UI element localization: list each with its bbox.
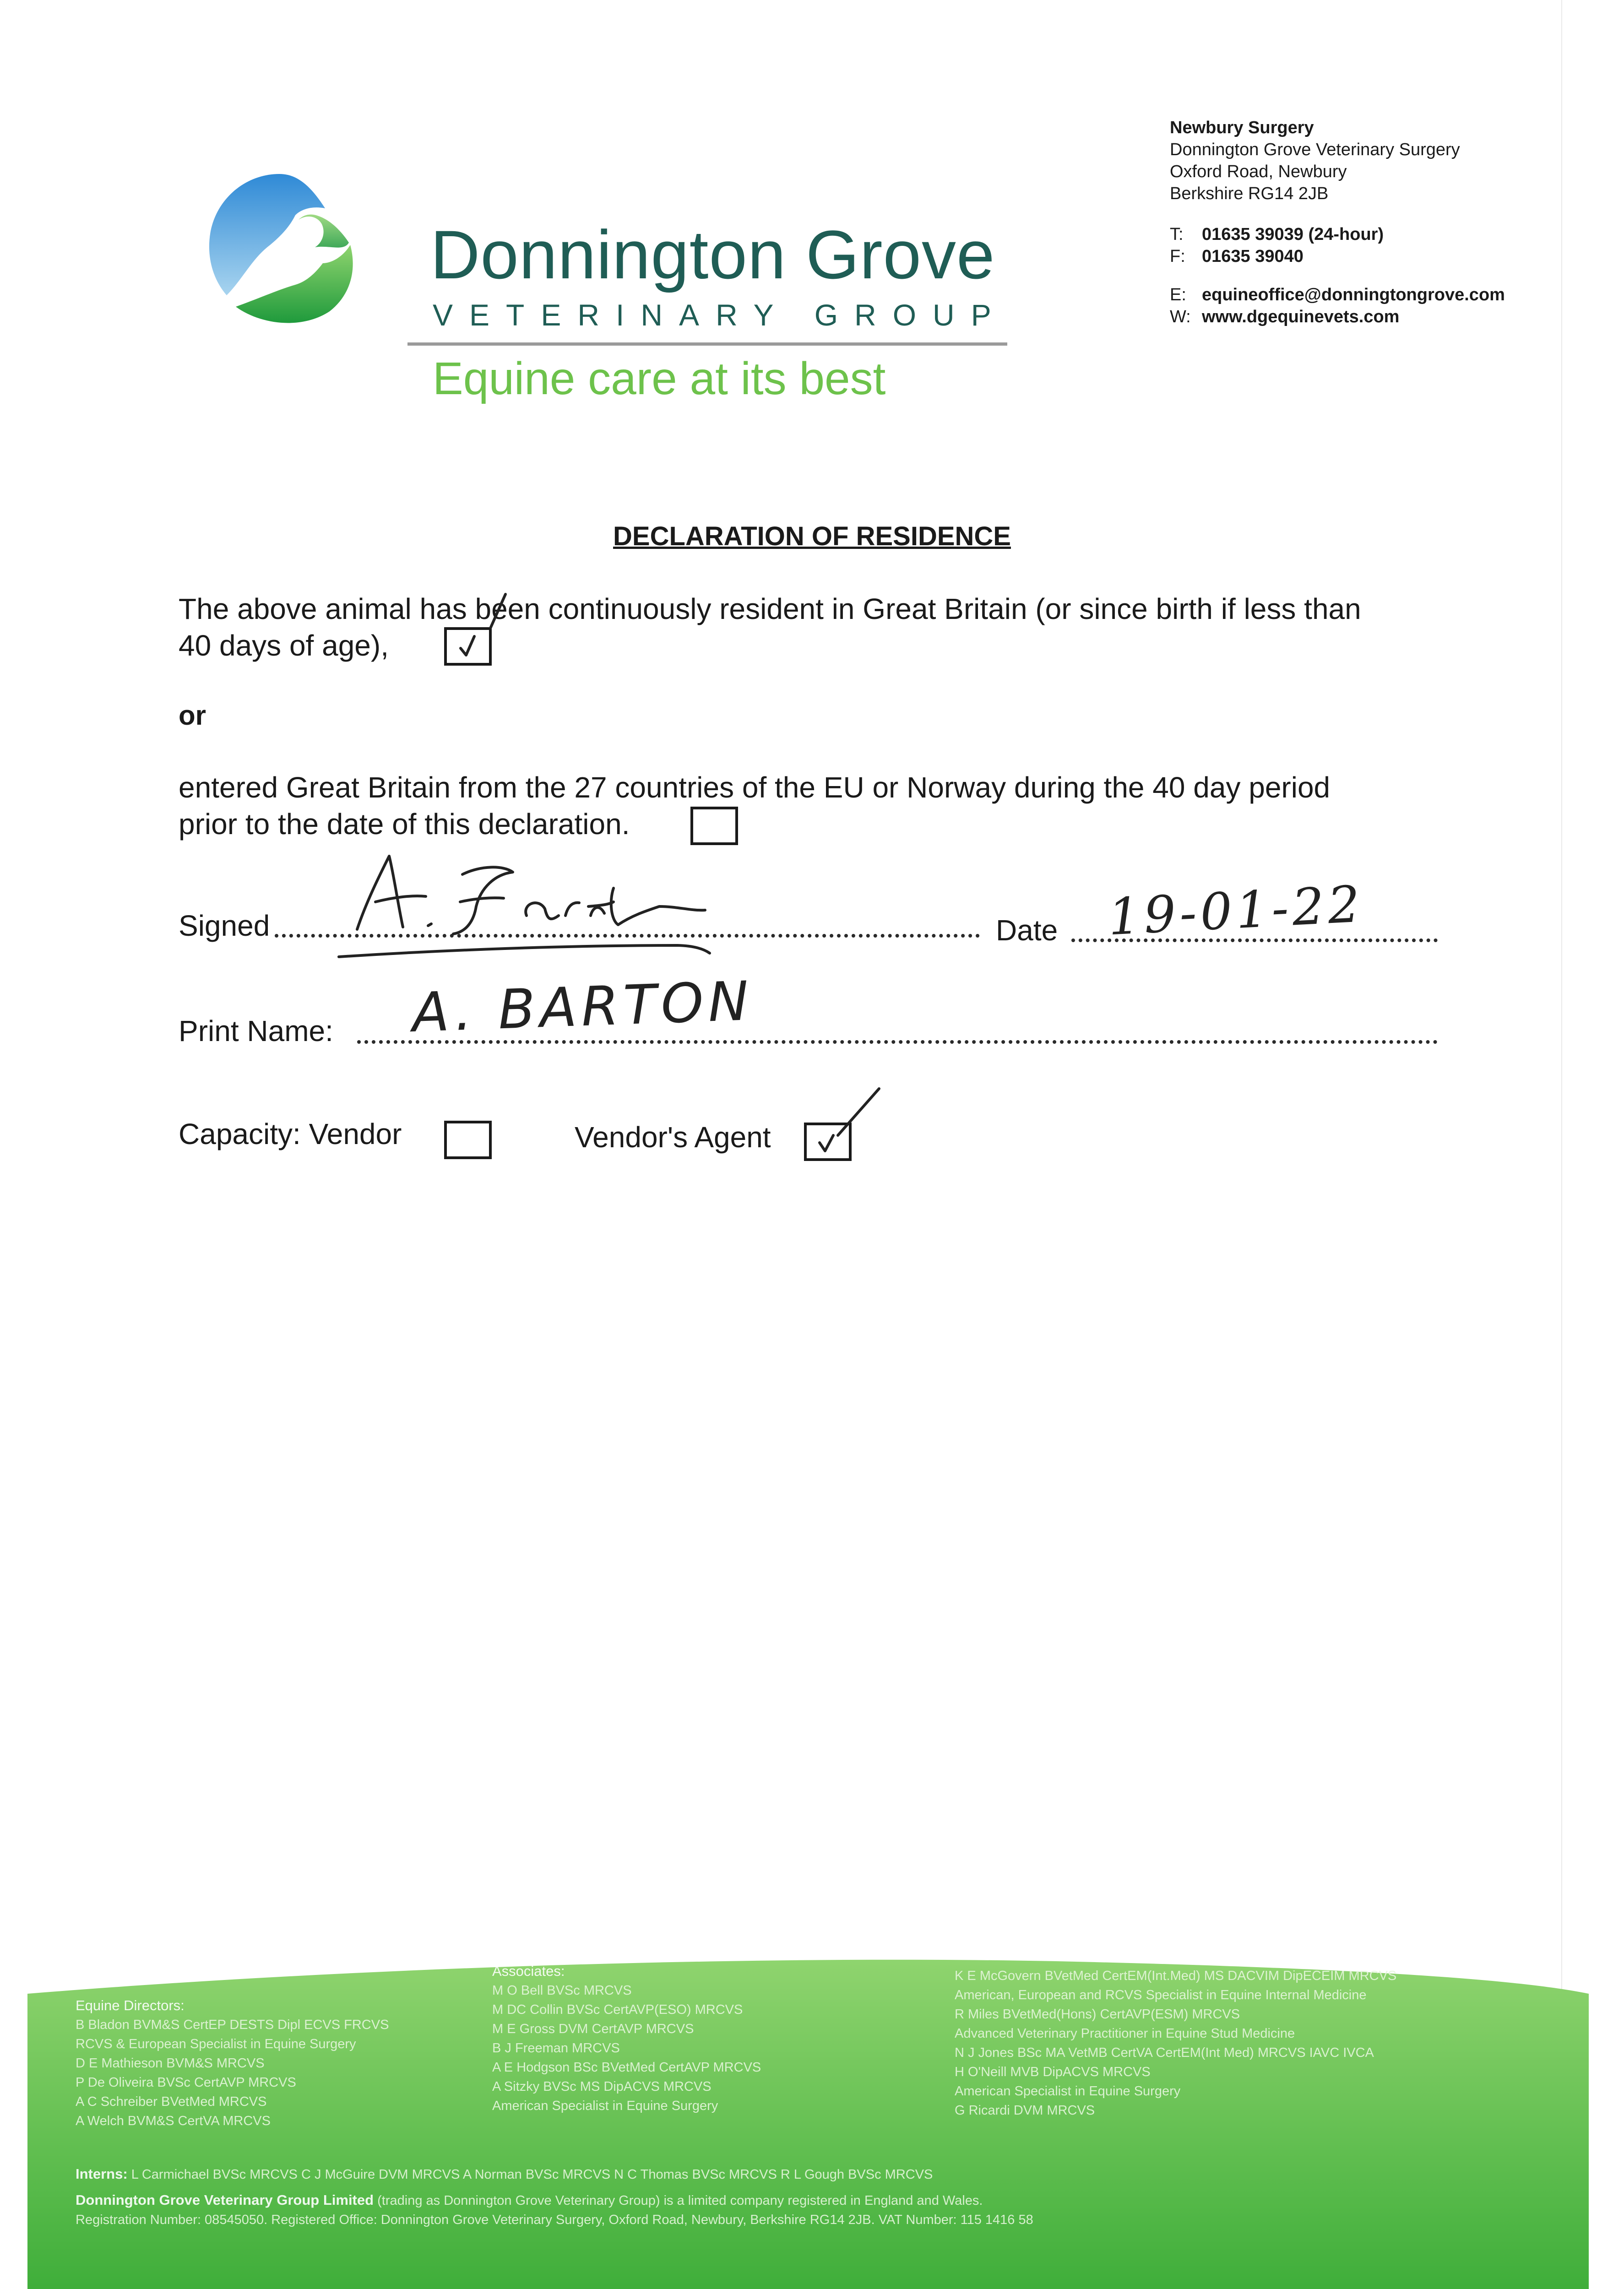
interns-line bbox=[76, 2164, 933, 2184]
signed-label: Signed bbox=[179, 909, 270, 942]
specialist-entry: R Miles BVetMed(Hons) CertAVP(ESM) MRCVS bbox=[955, 2007, 1240, 2022]
print-name-line bbox=[357, 1040, 1438, 1044]
company-description: (trading as Donnington Grove Veterinary Group) is a limited company registered in England and Wales. bbox=[377, 2193, 983, 2208]
director-entry: A Welch BVM&S CertVA MRCVS bbox=[76, 2114, 271, 2128]
associate-entry: M E Gross DVM CertAVP MRCVS bbox=[492, 2022, 694, 2036]
associate-entry: M DC Collin BVSc CertAVP(ESO) MRCVS bbox=[492, 2002, 743, 2017]
specialist-entry: American, European and RCVS Specialist in Equine Internal Medicine bbox=[955, 1988, 1367, 2002]
associates-heading: Associates: bbox=[492, 1963, 565, 1979]
vendors-agent-label: Vendor's Agent bbox=[575, 1121, 771, 1154]
phone-label: T: bbox=[1170, 225, 1184, 244]
address-line: Donnington Grove Veterinary Surgery bbox=[1170, 140, 1460, 159]
date-value: 19-01-22 bbox=[1107, 874, 1365, 947]
declaration-text-line: prior to the date of this declaration. bbox=[179, 808, 630, 841]
handwritten-signature bbox=[330, 847, 833, 966]
address-line: Oxford Road, Newbury bbox=[1170, 162, 1347, 181]
declaration-text-line: The above animal has been continuously resident in Great Britain (or since birth if less than bbox=[179, 592, 1361, 625]
company-registration: Registration Number: 08545050. Registered Office: Donnington Grove Veterinary Surgery, Oxford Road, Newbury, Berkshire RG14 2JB. VAT Number: 115 1416 58 bbox=[76, 2213, 1033, 2227]
director-entry: A C Schreiber BVetMed MRCVS bbox=[76, 2094, 267, 2109]
specialist-entry: K E McGovern BVetMed CertEM(Int.Med) MS DACVIM DipECEIM MRCVS bbox=[955, 1969, 1397, 1983]
email-address: equineoffice@donningtongrove.com bbox=[1202, 285, 1505, 304]
entered-gb-checkbox[interactable] bbox=[690, 807, 738, 845]
associates-list bbox=[492, 1962, 761, 2115]
specialist-entry: N J Jones BSc MA VetMB CertVA CertEM(Int Med) MRCVS IAVC IVCA bbox=[955, 2045, 1374, 2060]
interns-names: L Carmichael BVSc MRCVS C J McGuire DVM MRCVS A Norman BVSc MRCVS N C Thomas BVSc MRCVS R L Gough BVSc MRCVS bbox=[131, 2167, 933, 2182]
company-info bbox=[76, 2191, 1033, 2229]
email-label: E: bbox=[1170, 285, 1186, 304]
phone-number: 01635 39039 (24-hour) bbox=[1202, 225, 1384, 244]
fax-number: 01635 39040 bbox=[1202, 247, 1304, 266]
declaration-title: DECLARATION OF RESIDENCE bbox=[613, 521, 1011, 551]
tick-mark-icon bbox=[447, 630, 489, 663]
associate-entry: M O Bell BVSc MRCVS bbox=[492, 1983, 632, 1998]
director-entry: B Bladon BVM&S CertEP DESTS Dipl ECVS FRCVS bbox=[76, 2018, 389, 2032]
date-label: Date bbox=[996, 914, 1058, 947]
phone-contacts bbox=[1170, 223, 1384, 267]
website-url: www.dgequinevets.com bbox=[1202, 307, 1400, 326]
director-entry: P De Oliveira BVSc CertAVP MRCVS bbox=[76, 2075, 296, 2090]
directors-heading: Equine Directors: bbox=[76, 1997, 185, 2013]
specialist-entry: American Specialist in Equine Surgery bbox=[955, 2084, 1181, 2099]
capacity-label: Capacity: Vendor bbox=[179, 1117, 402, 1150]
brand-divider bbox=[407, 342, 1007, 346]
print-name-label: Print Name: bbox=[179, 1014, 333, 1047]
specialist-entry: H O'Neill MVB DipACVS MRCVS bbox=[955, 2065, 1151, 2079]
specialist-entry: G Ricardi DVM MRCVS bbox=[955, 2103, 1095, 2118]
donnington-grove-logo bbox=[192, 165, 366, 339]
brand-tagline: Equine care at its best bbox=[433, 353, 886, 404]
associate-entry: B J Freeman MRCVS bbox=[492, 2041, 620, 2056]
vendor-checkbox[interactable] bbox=[444, 1121, 492, 1159]
associate-entry: A Sitzky BVSc MS DipACVS MRCVS bbox=[492, 2079, 712, 2094]
or-separator: or bbox=[179, 700, 206, 731]
surgery-name: Newbury Surgery bbox=[1170, 118, 1314, 137]
tick-stroke-icon bbox=[824, 1085, 888, 1140]
print-name-value: A. BARTON bbox=[411, 969, 755, 1044]
director-entry: RCVS & European Specialist in Equine Surgery bbox=[76, 2037, 356, 2051]
associate-entry: A E Hodgson BSc BVetMed CertAVP MRCVS bbox=[492, 2060, 761, 2075]
declaration-text-line: entered Great Britain from the 27 countries of the EU or Norway during the 40 day period bbox=[179, 771, 1331, 804]
specialist-entry: Advanced Veterinary Practitioner in Equine Stud Medicine bbox=[955, 2026, 1295, 2041]
surgery-address bbox=[1170, 117, 1460, 205]
web-label: W: bbox=[1170, 307, 1191, 326]
brand-name: Donnington Grove bbox=[430, 216, 995, 293]
tick-stroke-icon bbox=[485, 591, 513, 632]
associate-entry: American Specialist in Equine Surgery bbox=[492, 2099, 718, 2113]
equine-directors-list bbox=[76, 1996, 389, 2131]
web-contacts bbox=[1170, 284, 1505, 328]
fax-label: F: bbox=[1170, 247, 1185, 266]
resident-checkbox[interactable] bbox=[444, 627, 492, 666]
interns-heading: Interns: bbox=[76, 2166, 128, 2182]
company-name: Donnington Grove Veterinary Group Limited bbox=[76, 2192, 374, 2208]
director-entry: D E Mathieson BVM&S MRCVS bbox=[76, 2056, 265, 2071]
specialists-list bbox=[955, 1966, 1396, 2120]
address-line: Berkshire RG14 2JB bbox=[1170, 184, 1329, 203]
brand-subtitle: VETERINARY GROUP bbox=[433, 298, 1008, 332]
declaration-text-line: 40 days of age), bbox=[179, 629, 389, 662]
